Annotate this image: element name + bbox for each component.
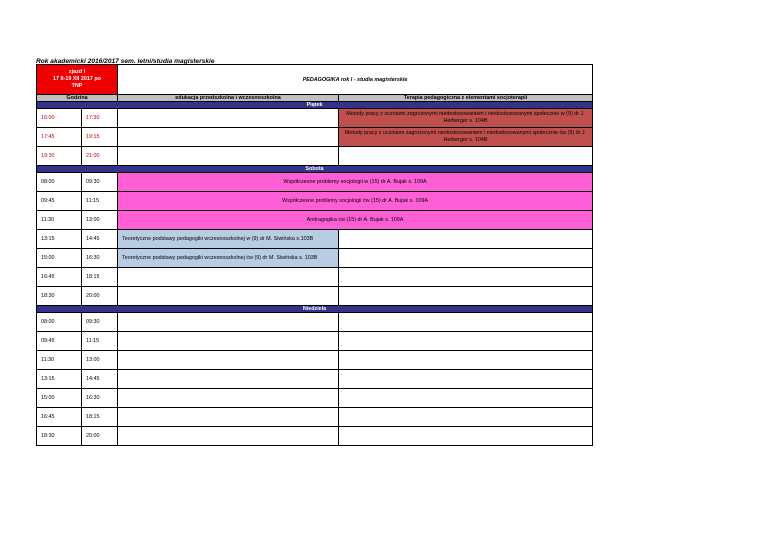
empty-cell — [339, 147, 593, 166]
class-cell: Metody pracy z uczniami zagrożonymi niedostosowaniem i niedostosowanymi społecznie ćw (9) dr J. Herberger s. 104B — [339, 128, 593, 147]
class-cell: Teoretyczne podstawy pedagogiki wczesnoszkolnej ćw (9) dr M. Siwińska s. 103B — [118, 249, 339, 268]
day-header-sunday: Niedziela — [37, 306, 593, 313]
empty-cell — [339, 249, 593, 268]
slot-start: 11:30 — [37, 211, 82, 230]
table-row — [37, 389, 593, 408]
table-row — [37, 332, 593, 351]
zjazd-cell — [37, 65, 118, 95]
zjazd-note: TNP — [71, 82, 83, 89]
zjazd-label: zjazd I — [68, 69, 86, 76]
empty-cell — [118, 332, 339, 351]
empty-cell — [339, 389, 593, 408]
slot-start: 17:45 — [37, 128, 82, 147]
slot-end: 20:00 — [82, 287, 118, 306]
slot-end: 11:15 — [82, 332, 118, 351]
slot-start: 09:45 — [37, 192, 82, 211]
slot-start: 13:15 — [37, 370, 82, 389]
table-row — [37, 351, 593, 370]
empty-cell — [339, 313, 593, 332]
table-row — [37, 109, 593, 128]
table-row — [37, 268, 593, 287]
class-cell: Andragogika ćw (15) dr A. Bujak s. 109A — [118, 211, 593, 230]
slot-start: 08:00 — [37, 313, 82, 332]
class-cell: Współczesne problemy socjologii w (15) dr A. Bujak s. 109A — [118, 173, 593, 192]
slot-start: 13:15 — [37, 230, 82, 249]
slot-start: 09:45 — [37, 332, 82, 351]
slot-start: 16:00 — [37, 109, 82, 128]
empty-cell — [118, 408, 339, 427]
slot-end: 13:00 — [82, 351, 118, 370]
empty-cell — [118, 370, 339, 389]
table-row — [37, 128, 593, 147]
day-header-saturday: Sobota — [37, 166, 593, 173]
slot-start: 08:00 — [37, 173, 82, 192]
slot-start: 15:00 — [37, 249, 82, 268]
column-header-therapy: Terapia pedagogiczna z elementami socjoterapii — [339, 95, 593, 102]
class-cell: Współczesne problemy socjologii ćw (15) dr A. Bujak s. 109A — [118, 192, 593, 211]
slot-end: 20:00 — [82, 427, 118, 446]
empty-cell — [339, 230, 593, 249]
zjazd-dates: 17 II-19 XII 2017 po — [53, 76, 101, 83]
schedule-table — [36, 64, 593, 446]
day-header-friday: Piątek — [37, 102, 593, 109]
table-row — [37, 147, 593, 166]
slot-end: 09:30 — [82, 313, 118, 332]
slot-end: 13:00 — [82, 211, 118, 230]
empty-cell — [118, 389, 339, 408]
slot-start: 18:30 — [37, 287, 82, 306]
class-cell: Metody pracy z uczniami zagrożonymi niedostosowaniem i niedostosowanymi społecznie w (9) dr J. Herberger s. 104B — [339, 109, 593, 128]
table-row — [37, 427, 593, 446]
empty-cell — [118, 109, 339, 128]
column-header-early-education: edukacja przedszkolna i wczesnoszkolna — [118, 95, 339, 102]
slot-start: 16:45 — [37, 408, 82, 427]
slot-end: 11:15 — [82, 192, 118, 211]
slot-end: 16:30 — [82, 249, 118, 268]
slot-start: 18:30 — [37, 427, 82, 446]
slot-end: 14:45 — [82, 230, 118, 249]
empty-cell — [339, 408, 593, 427]
table-row — [37, 287, 593, 306]
empty-cell — [339, 332, 593, 351]
empty-cell — [339, 287, 593, 306]
empty-cell — [339, 268, 593, 287]
table-row — [37, 313, 593, 332]
empty-cell — [339, 427, 593, 446]
empty-cell — [339, 351, 593, 370]
slot-end: 09:30 — [82, 173, 118, 192]
slot-end: 17:30 — [82, 109, 118, 128]
table-row — [37, 230, 593, 249]
slot-end: 21:00 — [82, 147, 118, 166]
table-row — [37, 173, 593, 192]
empty-cell — [118, 128, 339, 147]
table-row — [37, 249, 593, 268]
slot-end: 18:15 — [82, 408, 118, 427]
slot-start: 11:30 — [37, 351, 82, 370]
empty-cell — [118, 287, 339, 306]
page-title: PEDAGOGIKA rok I - studia magisterskie — [118, 65, 593, 95]
slot-start: 16:45 — [37, 268, 82, 287]
godzina-header: Godzina — [37, 95, 118, 102]
table-row — [37, 370, 593, 389]
class-cell: Teoretyczne podstawy pedagogiki wczesnoszkolnej w (9) dr M. Siwińska s.103B — [118, 230, 339, 249]
empty-cell — [118, 351, 339, 370]
empty-cell — [339, 370, 593, 389]
slot-start: 15:00 — [37, 389, 82, 408]
empty-cell — [118, 147, 339, 166]
table-row — [37, 211, 593, 230]
slot-end: 18:15 — [82, 268, 118, 287]
slot-end: 14:45 — [82, 370, 118, 389]
slot-start: 19:30 — [37, 147, 82, 166]
slot-end: 19:15 — [82, 128, 118, 147]
empty-cell — [118, 427, 339, 446]
empty-cell — [118, 268, 339, 287]
table-row — [37, 192, 593, 211]
table-row — [37, 408, 593, 427]
empty-cell — [118, 313, 339, 332]
slot-end: 16:30 — [82, 389, 118, 408]
academic-year-heading: Rok akademicki 2016/2017 sem. letni/studia magisterskie — [36, 58, 215, 65]
